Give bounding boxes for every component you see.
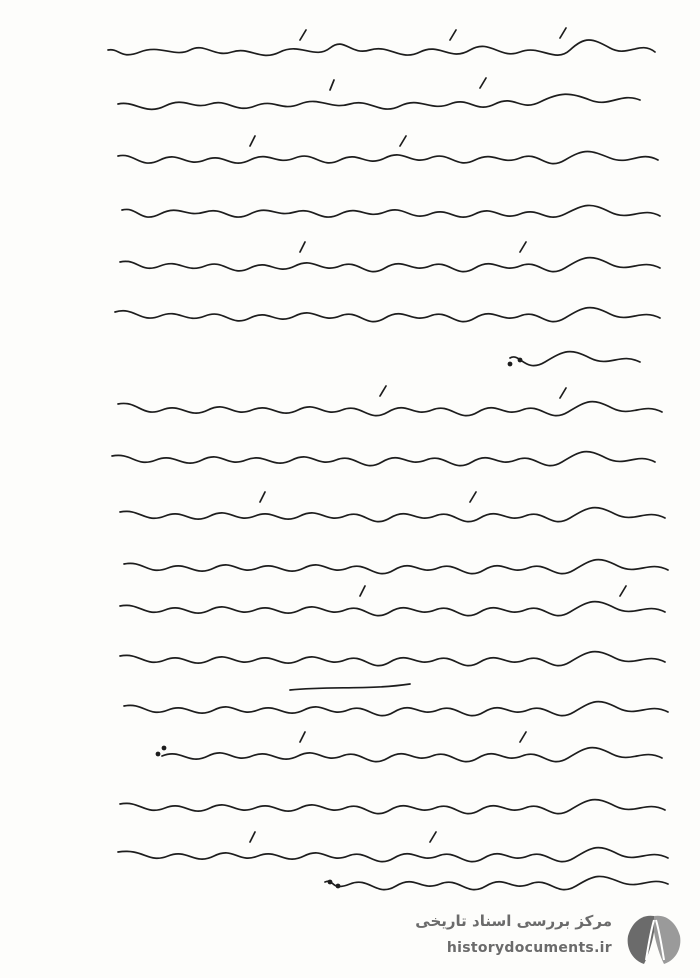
manuscript-line-10 [120,492,665,522]
manuscript-line-12 [120,586,665,616]
open-book-logo-icon [622,910,686,968]
manuscript-line-13 [120,652,665,690]
underline-mark [290,684,410,690]
manuscript-line-18 [325,876,668,889]
manuscript-line-4 [122,205,660,217]
manuscript-line-14 [124,702,668,716]
manuscript-line-3 [118,136,658,164]
manuscript-line-9 [112,452,655,466]
manuscript-line-2 [118,78,640,109]
archive-watermark [396,908,686,970]
manuscript-line-5 [120,242,660,272]
watermark-org-name: مرکز بررسی اسناد تاریخی [415,912,612,930]
manuscript-line-8 [118,386,662,416]
watermark-url: historydocuments.ir [446,940,612,956]
manuscript-line-11 [124,560,668,574]
manuscript-line-15 [162,732,662,762]
manuscript-dots [156,358,523,889]
manuscript-line-7 [510,352,640,366]
manuscript-line-16 [120,800,665,814]
manuscript-line-1 [108,28,655,55]
manuscript-line-6 [115,308,660,322]
manuscript-line-17 [118,832,668,862]
